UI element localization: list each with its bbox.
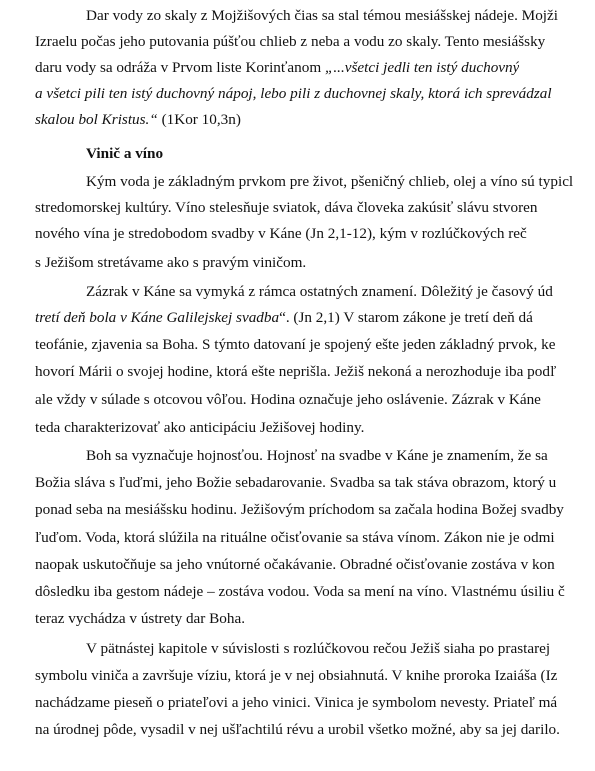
paragraph-3-line-1: Zázrak v Káne sa vymyká z rámca ostatných znamení. Dôležitý je časový úd [86, 283, 553, 300]
paragraph-4-line-5: naopak uskutočňuje sa jeho vnútorné očakávanie. Obradné očisťovanie zostáva v kon [35, 556, 555, 573]
paragraph-4-line-4: ľuďom. Voda, ktorá slúžila na rituálne očisťovanie sa stáva vínom. Zákon nie je odmi [35, 529, 555, 546]
paragraph-4-line-3: ponad seba na mesiášsku hodinu. Ježišovým príchodom sa začala hodina Božej svadby [35, 501, 564, 518]
paragraph-1-line-5 [35, 108, 241, 132]
paragraph-3-line-4: hovorí Márii o svojej hodine, ktorá ešte neprišla. Ježiš nekoná a nerozhoduje iba podľ [35, 363, 557, 380]
paragraph-1-line-3 [35, 56, 519, 80]
section-heading: Vinič a víno [86, 145, 164, 162]
paragraph-5-line-2: symbolu viniča a završuje víziu, ktorá je v nej obsiahnutá. V knihe proroka Izaiáša (Iz [35, 667, 558, 684]
paragraph-1-line-5-ref: (1Kor 10,3n) [157, 111, 241, 128]
paragraph-2-line-2: stredomorskej kultúry. Víno stelesňuje sviatok, dáva človeka zakúsiť slávu stvoren [35, 199, 538, 216]
paragraph-1-line-1: Dar vody zo skaly z Mojžišových čias sa stal témou mesiášskej nádeje. Mojži [86, 7, 558, 24]
paragraph-3-line-5: ale vždy v súlade s otcovou vôľou. Hodina označuje jeho oslávenie. Zázrak v Káne [35, 391, 541, 408]
paragraph-2-line-4: s Ježišom stretávame ako s pravým viničom. [35, 254, 307, 271]
paragraph-2-line-1: Kým voda je základným prvkom pre život, pšeničný chlieb, olej a víno sú typicl [86, 173, 574, 190]
paragraph-2-line-3: nového vína je stredobodom svadby v Káne (Jn 2,1-12), kým v rozlúčkových reč [35, 225, 527, 242]
paragraph-1-line-5-quote: skalou bol Kristus.“ [35, 111, 158, 128]
paragraph-3-line-2-text: “. (Jn 2,1) V starom zákone je tretí deň dá [279, 309, 533, 326]
paragraph-1-line-3-text: daru vody sa odráža v Prvom liste Korinťanom [35, 59, 325, 76]
paragraph-4-line-2: Božia sláva s ľuďmi, jeho Božie sebadarovanie. Svadba sa tak stáva obrazom, ktorý u [35, 474, 557, 491]
paragraph-3-line-3: teofánie, zjavenia sa Boha. S týmto datovaní je spojený ešte jeden základný prvok, ke [35, 336, 556, 353]
paragraph-4-line-7: teraz vychádza v ústrety dar Boha. [35, 610, 245, 627]
paragraph-5-line-1: V pätnástej kapitole v súvislosti s rozlúčkovou rečou Ježiš siaha po prastarej [86, 640, 551, 657]
paragraph-4-line-6: dôsledku iba gestom nádeje – zostáva vodou. Voda sa mení na víno. Vlastnému úsiliu č [35, 583, 565, 600]
paragraph-5-line-3: nachádzame pieseň o priateľovi a jeho vinici. Vinica je symbolom nevesty. Priateľ má [35, 694, 558, 711]
paragraph-4-line-1: Boh sa vyznačuje hojnosťou. Hojnosť na svadbe v Káne je znamením, že sa [86, 447, 548, 464]
paragraph-1-line-2: Izraelu počas jeho putovania púšťou chlieb z neba a vodu zo skaly. Tento mesiášsky [35, 33, 546, 50]
paragraph-1-line-4: a všetci pili ten istý duchovný nápoj, lebo pili z duchovnej skaly, ktorá ich sprevádzal [35, 85, 552, 102]
paragraph-3-line-6: teda charakterizovať ako anticipáciu Ježišovej hodiny. [35, 419, 365, 436]
paragraph-3-line-2 [35, 306, 533, 330]
paragraph-1-line-3-quote: „...všetci jedli ten istý duchovný [324, 59, 520, 76]
paragraph-3-line-2-quote: tretí deň bola v Káne Galilejskej svadba [35, 309, 280, 326]
paragraph-5-line-4: na úrodnej pôde, vysadil v nej ušľachtilú révu a urobil všetko možné, aby sa jej darilo. [35, 721, 560, 738]
